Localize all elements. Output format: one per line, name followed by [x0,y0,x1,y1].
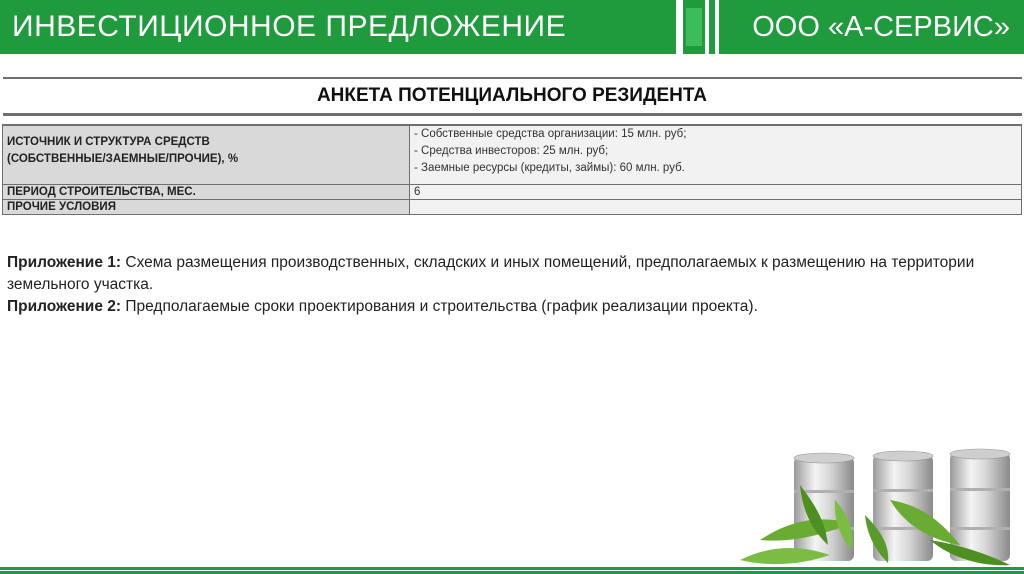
label-line: (СОБСТВЕННЫЕ/ЗАЕМНЫЕ/ПРОЧИЕ), % [7,153,239,165]
row-value-other-conditions [410,200,1022,215]
row-label-other-conditions: ПРОЧИЕ УСЛОВИЯ [3,200,410,215]
value-line: - Средства инвесторов: 25 млн. руб; [414,145,609,157]
resident-questionnaire-table [2,77,1022,215]
appendix-label: Приложение 2: [7,298,122,315]
appendix-item-1 [7,252,1019,296]
header-decor-block [683,0,705,54]
header-bar [0,0,1024,54]
appendix-block [7,252,1019,318]
table-row [3,185,1022,200]
appendix-label: Приложение 1: [7,254,122,271]
questionnaire-title: АНКЕТА ПОТЕНЦИАЛЬНОГО РЕЗИДЕНТА [3,78,1022,115]
value-line: - Заемные ресурсы (кредиты, займы): 60 млн. руб. [414,162,685,174]
table-row [3,125,1022,185]
row-value-construction-period: 6 [410,185,1022,200]
table-row [3,200,1022,215]
row-label-funding-source [3,125,410,185]
company-name: ООО «А-СЕРВИС» [719,0,1024,54]
appendix-text: Схема размещения производственных, складских и иных помещений, предполагаемых к размещению на территории земельного участка. [7,254,975,293]
presentation-title: ИНВЕСТИЦИОННОЕ ПРЕДЛОЖЕНИЕ [0,0,676,54]
appendix-item-2 [7,296,1019,318]
barrel-icon [794,453,854,561]
table-spacer [3,115,1022,126]
barrels-leaves-illustration [730,445,1024,567]
label-line: ИСТОЧНИК И СТРУКТУРА СРЕДСТВ [7,136,210,148]
row-value-funding-source [410,125,1022,185]
appendix-text: Предполагаемые сроки проектирования и строительства (график реализации проекта). [121,298,758,315]
footer-bar [0,567,1024,570]
row-label-construction-period: ПЕРИОД СТРОИТЕЛЬСТВА, МЕС. [3,185,410,200]
value-line: - Собственные средства организации: 15 млн. руб; [414,128,687,140]
